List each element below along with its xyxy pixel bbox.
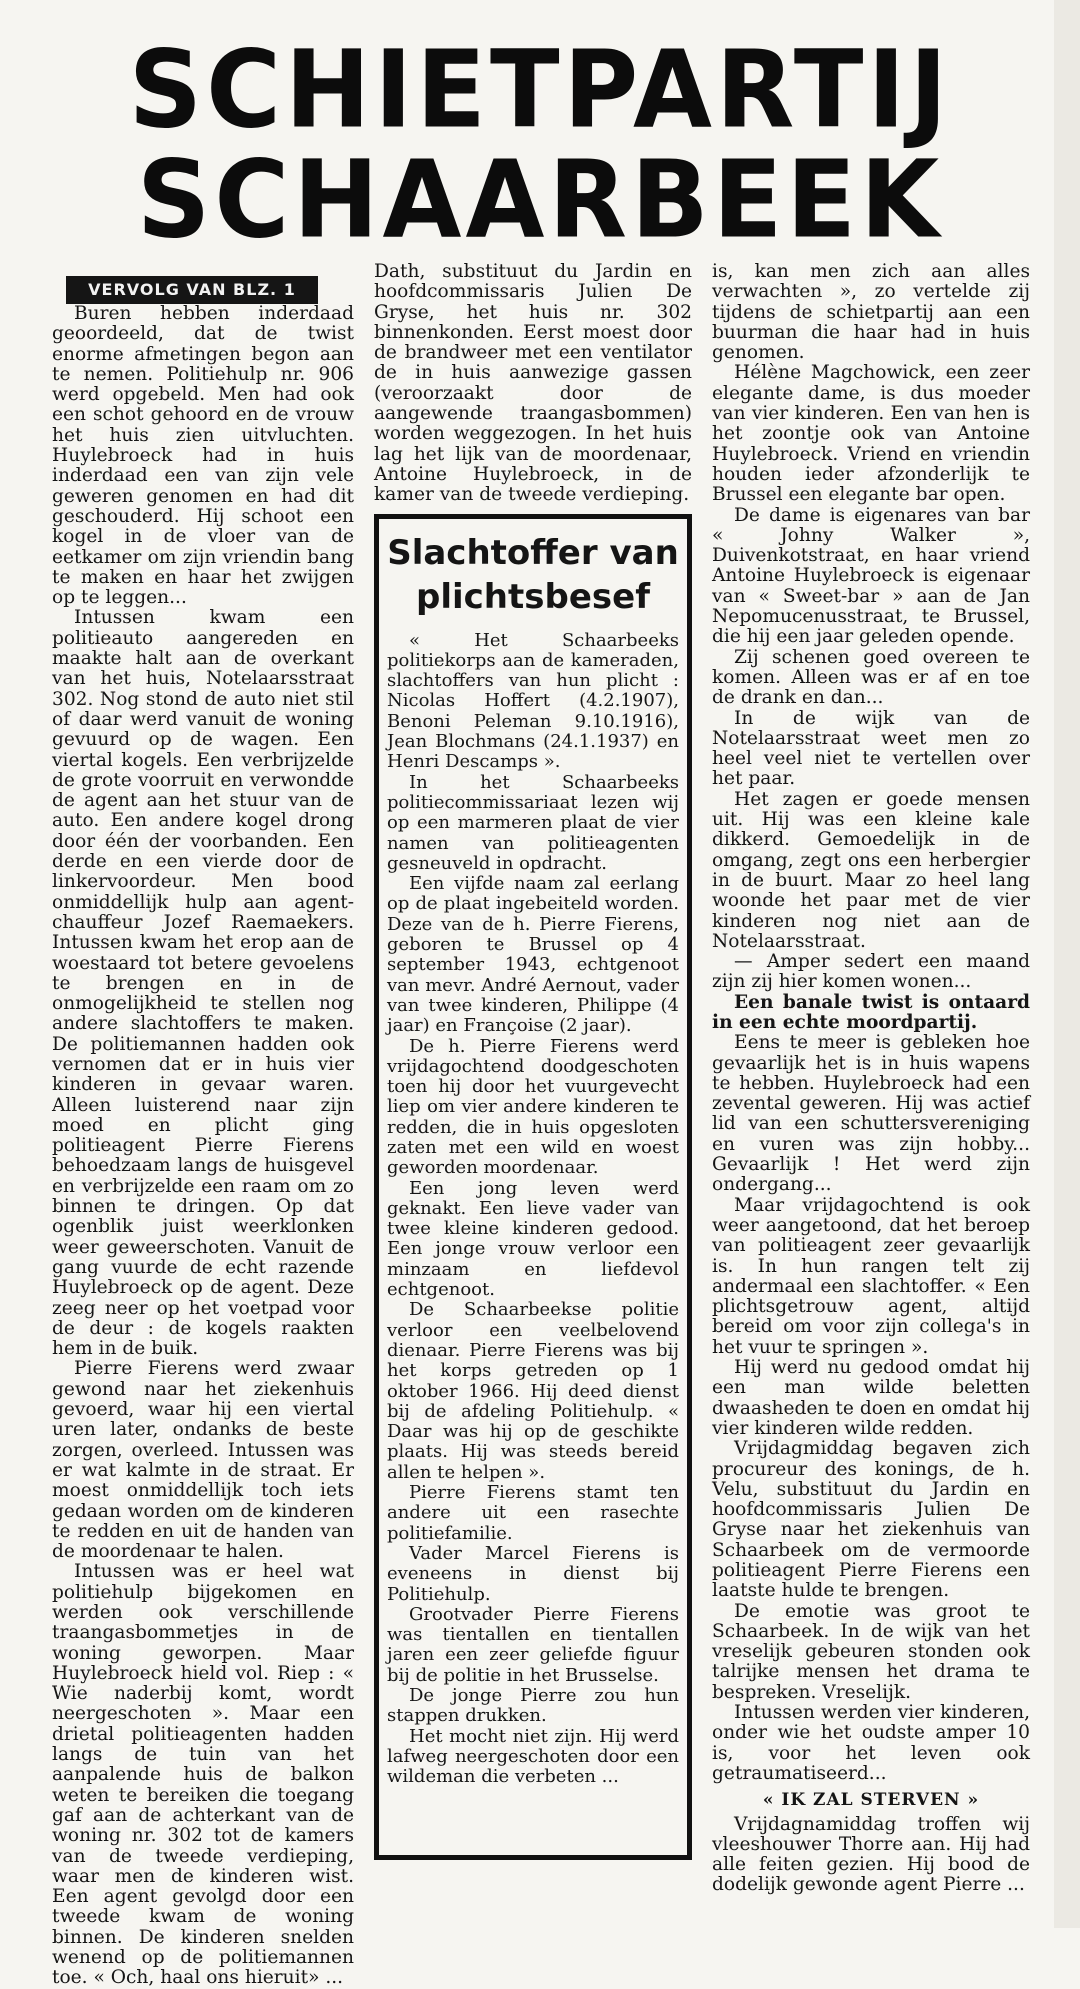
box-paragraph: In het Schaarbeeks politiecommissariaat lezen wij op een marmeren plaat de vier namen van politieagenten gesneuveld in opdracht. (387, 771, 679, 874)
box-paragraph: Vader Marcel Fierens is eveneens in dienst bij Politiehulp. (387, 1542, 679, 1605)
box-paragraph: Een jong leven werd geknakt. Een lieve vader van twee kleine kinderen gedood. Een jonge vrouw verloor een minzaam en liefdevol echtgenoot. (387, 1177, 679, 1301)
kicker-spacer (52, 262, 354, 304)
paragraph: Zij schenen goed overeen te komen. Alleen was er af en toe de drank en dan... (712, 646, 1030, 709)
paragraph: De emotie was groot te Schaarbeek. In de wijk van het vreselijk gebeuren stonden ook talrijke mensen het drama te bespreken. Vreselijk. (712, 1600, 1030, 1703)
paragraph: Maar vrijdagochtend is ook weer aangetoond, dat het beroep van politieagent zeer gevaarlijk is. In hun rangen telt zij andermaal een slachtoffer. « Een plichtsgetrouw agent, altijd bereid om voor zijn collega's in het vuur te springen ». (712, 1194, 1030, 1358)
paragraph: Buren hebben inderdaad geoordeeld, dat de twist enorme afmetingen begon aan te nemen. Politiehulp nr. 906 werd opgebeld. Men had ook een schot gehoord en de vrouw het huis zien uitvluchten. Huylebroeck had in huis inderdaad een van zijn vele geweren genomen en had dit geschouderd. Hij schoot een kogel in de vloer van de eetkamer om zijn vriendin bang te maken en haar het zwijgen op te leggen... (52, 303, 354, 609)
paragraph: Pierre Fierens werd zwaar gewond naar het ziekenhuis gevoerd, waar hij een viertal uren later, ondanks de beste zorgen, overleed. Intussen was er wat kalmte in de straat. Er moest onmiddellijk toch iets gedaan worden om de kinderen te redden en uit de handen van de moordenaar te halen. (52, 1358, 354, 1563)
headline-line-1: SCHIETPARTIJ (128, 28, 952, 153)
article-column-1 (52, 262, 354, 1989)
box-paragraph: Een vijfde naam zal eerlang op de plaat ingebeiteld worden. Deze van de h. Pierre Fierens, geboren te Brussel op 4 september 1943, echtgenoot van mevr. André Aernout, vader van twee kinderen, Philippe (4 jaar) en Françoise (2 jaar). (387, 873, 679, 1037)
paragraph: is, kan men zich aan alles verwachten », zo vertelde zij tijdens de schietpartij aan een buurman die haar had in huis genomen. (712, 261, 1030, 364)
paragraph: Vrijdagmiddag begaven zich procureur des konings, de h. Velu, substituut du Jardin en hoofdcommissaris Julien De Gryse naar het ziekenhuis van Schaarbeek om de vermoorde politieagent Pierre Fierens een laatste hulde te brengen. (712, 1438, 1030, 1602)
box-paragraph: De h. Pierre Fierens werd vrijdagochtend doodgeschoten toen hij door het vuurgevecht liep om vier andere kinderen te redden, die in huis opgesloten zaten met een wild en woest geworden moordenaar. (387, 1035, 679, 1179)
section-subhead: « IK ZAL STERVEN » (762, 1790, 980, 1811)
headline-line-2: SCHAARBEEK (136, 138, 944, 263)
paragraph: De dame is eigenares van bar « Johny Walker », Duivenkotstraat, en haar vriend Antoine Huylebroeck is eigenaar van « Sweet-bar » aan de Jan Nepomucenusstraat, te Brussel, die hij een jaar geleden opende. (712, 504, 1030, 648)
paragraph: Vrijdagnamiddag troffen wij vleeshouwer Thorre aan. Hij had alle feiten gezien. Hij bood de dodelijk gewonde agent Pierre ... (712, 1813, 1030, 1896)
paragraph: Het zagen er goede mensen uit. Hij was een kleine kale dikkerd. Gemoedelijk in de omgang, zegt ons een herbergier in de buurt. Maar zo heel lang woonde het paar met de vier kinderen nog niet aan de Notelaarsstraat. (712, 788, 1030, 952)
paragraph: Een banale twist is ontaard in een echte moordpartij. (712, 991, 1030, 1033)
box-paragraph: « Het Schaarbeeks politiekorps aan de kameraden, slachtoffers van hun plicht : Nicolas Hoffert (4.2.1907), Benoni Peleman 9.10.1916), Jean Blochmans (24.1.1937) en Henri Descamps ». (387, 629, 679, 773)
paragraph: Intussen was er heel wat politiehulp bijgekomen en werden ook verschillende traangasbommetjes in de woning geworpen. Maar Huylebroeck hield vol. Riep : « Wie naderbij komt, wordt neergeschoten ». Maar een drietal politieagenten hadden langs de tuin van het aanpalende huis de balkon weten te bereiken die toegang gaf aan de achterkant van de woning nr. 302 tot de kamers van de tweede verdieping, waar men de kinderen wist. Een agent gevolgd door een tweede kwam de woning binnen. De kinderen snelden wenend op de politiemannen toe. « Och, haal ons hieruit» ... (52, 1561, 354, 1989)
box-paragraph: Pierre Fierens stamt ten andere uit een rasechte politiefamilie. (387, 1482, 679, 1544)
box-paragraph: De Schaarbeekse politie verloor een veelbelovend dienaar. Pierre Fierens was bij het korps getreden op 1 oktober 1966. Hij deed dienst bij de afdeling Politiehulp. « Daar was hij op de geschikte plaats. Hij was steeds bereid allen te helpen ». (387, 1299, 679, 1483)
paragraph: Intussen werden vier kinderen, onder wie het oudste amper 10 is, voor het leven ook getraumatiseerd... (712, 1702, 1030, 1784)
sidebar-box (374, 514, 692, 1860)
paragraph: — Amper sedert een maand zijn zij hier komen wonen... (712, 951, 1030, 993)
continued-from-kicker: VERVOLG VAN BLZ. 1 (66, 276, 318, 304)
sidebar-box-title: Slachtoffer van plichtsbesef (387, 532, 679, 617)
paragraph: Eens te meer is gebleken hoe gevaarlijk het is in huis wapens te hebben. Huylebroeck had een zevental geweren. Hij was actief lid van een schuttersvereniging en vuren was zijn hobby... Gevaarlijk ! Het werd zijn ondergang... (712, 1032, 1030, 1196)
paragraph: Dath, substituut du Jardin en hoofdcommissaris Julien De Gryse, het huis nr. 302 binnenkonden. Eerst moest door de brandweer met een ventilator de in huis aanwezige gassen (veroorzaakt door de aangewende traangasbommen) worden weggezogen. In het huis lag het lijk van de moordenaar, Antoine Huylebroeck, in de kamer van de tweede verdieping. (374, 261, 692, 506)
article-column-3 (712, 262, 1030, 1894)
box-paragraph: Grootvader Pierre Fierens was tientallen en tientallen jaren een zeer geliefde figuur bij de politie in het Brusselse. (387, 1603, 679, 1686)
box-paragraph: De jonge Pierre zou hun stappen drukken. (387, 1685, 679, 1727)
page-edge-shadow (1054, 0, 1080, 1928)
article-column-2 (374, 262, 692, 1894)
paragraph: Hélène Magchowick, een zeer elegante dame, is dus moeder van vier kinderen. Een van hen is het zoontje ook van Antoine Huylebroeck. Vriend en vriendin houden ieder afzonderlijk te Brussel een elegante bar open. (712, 362, 1030, 506)
paragraph: Hij werd nu gedood omdat hij een man wilde beletten dwaasheden te doen en omdat hij vier kinderen wilde redden. (712, 1357, 1030, 1439)
paragraph: Intussen kwam een politieauto aangereden en maakte halt aan de overkant van het huis, Notelaarsstraat 302. Nog stond de auto niet stil of daar werd vanuit de woning gevuurd op de wagen. Een viertal kogels. Een verbrijzelde de grote voorruit en verwondde de agent aan het stuur van de auto. Een andere kogel drong door één der voorbanden. Een derde en een vierde door de linkervoordeur. Men bood onmiddellijk hulp aan agent-chauffeur Jozef Raemaekers. Intussen kwam het erop aan de woestaard tot betere gevoelens te brengen en in de onmogelijkheid te stellen nog andere slachtoffers te maken. De politiemannen hadden ook vernomen dat er in huis vier kinderen in gevaar waren. Alleen luisterend naar zijn moed en plicht ging politieagent Pierre Fierens behoedzaam langs de huisgevel en verbrijzelde een raam om zo binnen te dringen. Op dat ogenblik juist weerklonken weer geweerschoten. Vanuit de gang vuurde de echt razende Huylebroeck op de agent. Deze zeeg neer op het voetpad voor de deur : de kogels raakten hem in de buik. (52, 607, 354, 1360)
paragraph: In de wijk van de Notelaarsstraat weet men zo heel veel niet te vertellen over het paar. (712, 707, 1030, 790)
box-paragraph: Het mocht niet zijn. Hij werd lafweg neergeschoten door een wildeman die verbeten ... (387, 1725, 679, 1788)
